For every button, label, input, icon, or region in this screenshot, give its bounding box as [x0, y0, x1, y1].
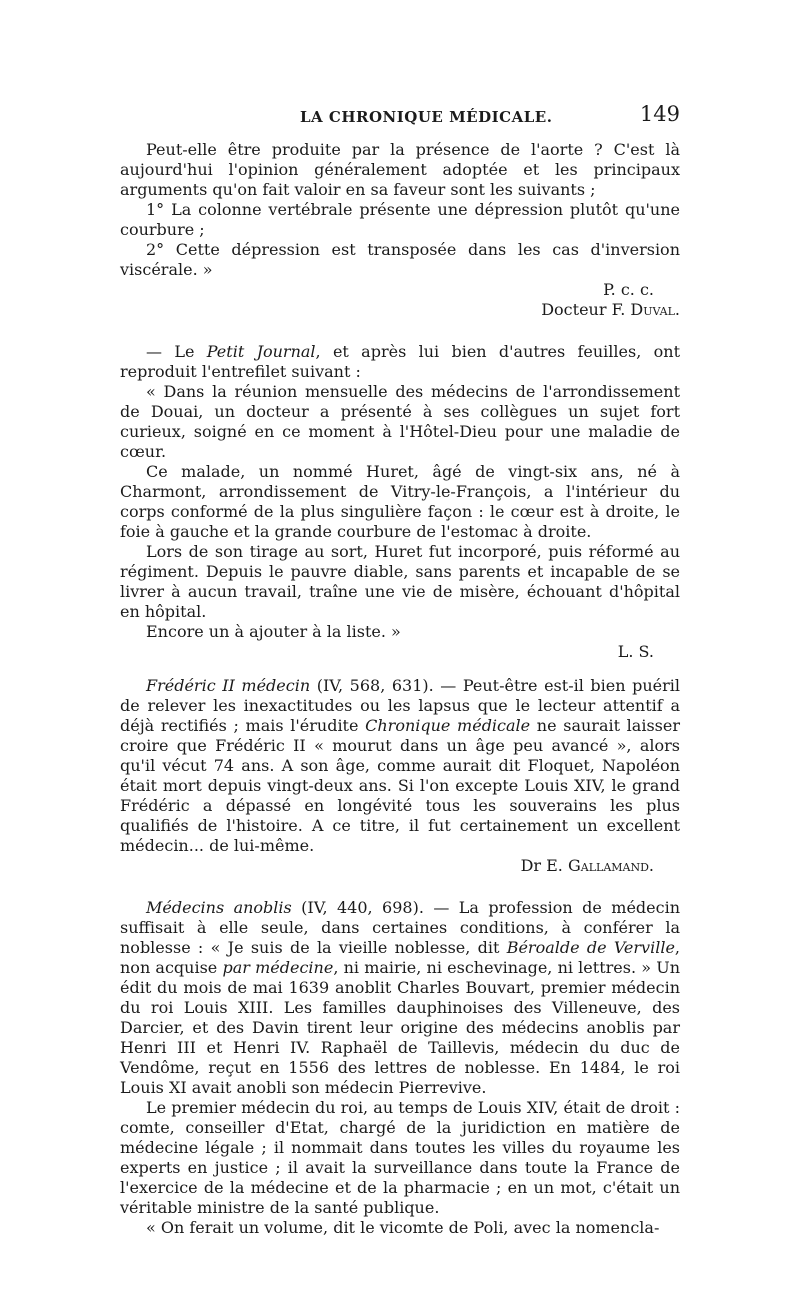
- paragraph-point-2: 2° Cette dépression est transposée dans les cas d'inversion viscérale. »: [120, 240, 680, 279]
- publication-title: Chronique médicale: [365, 716, 531, 735]
- paragraph-medecins-anoblis: Médecins anoblis (IV, 440, 698). — La profession de médecin suffisait à elle seule, dans certaines conditions, à conférer la noblesse : « Je suis de la vieille noblesse, dit Béroalde de Verville, non acquise par médecine, ni mairie, ni eschevinage, ni lettres. » Un édit du mois de mai 1639 anoblit Charles Bouvart, premier médecin du roi Louis XIII. Les familles dauphinoises des Villeneuve, des Darcier, et des Davin tirent leur origine des médecins anoblis par Henri III et Henri IV. Raphaël de Taillevis, médecin du duc de Vendôme, reçut en 1556 des lettres de noblesse. En 1484, le roi Louis XI avait anobli son médecin Pierrevive.: [120, 898, 681, 1097]
- running-title: LA CHRONIQUE MÉDICALE.: [300, 108, 553, 126]
- author-name-duval: Duval.: [630, 300, 680, 319]
- paragraph-tirage: Lors de son tirage au sort, Huret fut incorporé, puis réformé au régiment. Depuis le pauvre diable, sans parents et incapable de se livrer à aucun travail, traîne une vie de misère, échouant d'hôpital en hôpital.: [120, 542, 680, 621]
- section-title-frederic: Frédéric II médecin: [146, 676, 311, 695]
- section-title-anoblis: Médecins anoblis: [146, 898, 292, 917]
- paragraph-volume: « On ferait un volume, dit le vicomte de Poli, avec la nomencla-: [146, 1218, 660, 1237]
- page-number: 149: [639, 102, 680, 126]
- running-head: [120, 100, 680, 140]
- paragraph-aorte: Peut-elle être produite par la présence de l'aorte ? C'est là aujourd'hui l'opinion généralement adoptée et les principaux arguments qu'on fait valoir en sa faveur sont les suivants ;: [120, 140, 680, 199]
- paragraph-premier-medecin: Le premier médecin du roi, au temps de Louis XIV, était de droit : comte, conseiller d'Etat, chargé de la juridiction en matière de médecine légale ; il nommait dans toutes les villes du royaume les experts en justice ; il avait la surveillance dans toute la France de l'exercice de la médecine et de la pharmacie ; en un mot, c'était un véritable ministre de la santé publique.: [120, 1098, 680, 1217]
- signature-pcc: P. c. c.: [603, 280, 654, 299]
- paragraph-huret: Ce malade, un nommé Huret, âgé de vingt-six ans, né à Charmont, arrondissement de Vitry-le-François, a l'intérieur du corps conformé de la plus singulière façon : le cœur est à droite, le foie à gauche et la grande courbure de l'estomac à droite.: [120, 462, 680, 541]
- author-name-gallamand: Gallamand.: [567, 856, 654, 875]
- author-reference: Béroalde de Verville: [506, 938, 675, 957]
- publication-title: Petit Journal: [206, 342, 316, 361]
- paragraph-petit-journal: — Le Petit Journal, et après lui bien d'autres feuilles, ont reproduit l'entrefilet suivant :: [120, 342, 680, 381]
- signature-duval: Docteur F. Duval.: [541, 300, 680, 319]
- paragraph-reunion-douai: « Dans la réunion mensuelle des médecins de l'arrondissement de Douai, un docteur a présenté à ses collègues un sujet fort curieux, soigné en ce moment à l'Hôtel-Dieu pour une maladie de cœur.: [120, 382, 680, 461]
- paragraph-point-1: 1° La colonne vertébrale présente une dépression plutôt qu'une courbure ;: [120, 200, 680, 239]
- page: [120, 100, 680, 1238]
- paragraph-frederic: Frédéric II médecin (IV, 568, 631). — Peut-être est-il bien puéril de relever les inexactitudes ou les lapsus que le lecteur attentif a déjà rectifiés ; mais l'érudite Chronique médicale ne saurait laisser croire que Frédéric II « mourut dans un âge peu avancé », alors qu'il vécut 74 ans. A son âge, comme aurait dit Floquet, Napoléon était mort depuis vingt-deux ans. Si l'on excepte Louis XIV, le grand Frédéric a dépassé en longévité tous les souverains les plus qualifiés de l'histoire. A ce titre, il fut certainement un excellent médecin... de lui-même.: [120, 676, 680, 855]
- signature-ls: L. S.: [617, 642, 654, 661]
- signature-gallamand: Dr E. Gallamand.: [520, 856, 654, 875]
- paragraph-encore: Encore un à ajouter à la liste. »: [146, 622, 401, 641]
- quoted-phrase: par médecine: [222, 958, 334, 977]
